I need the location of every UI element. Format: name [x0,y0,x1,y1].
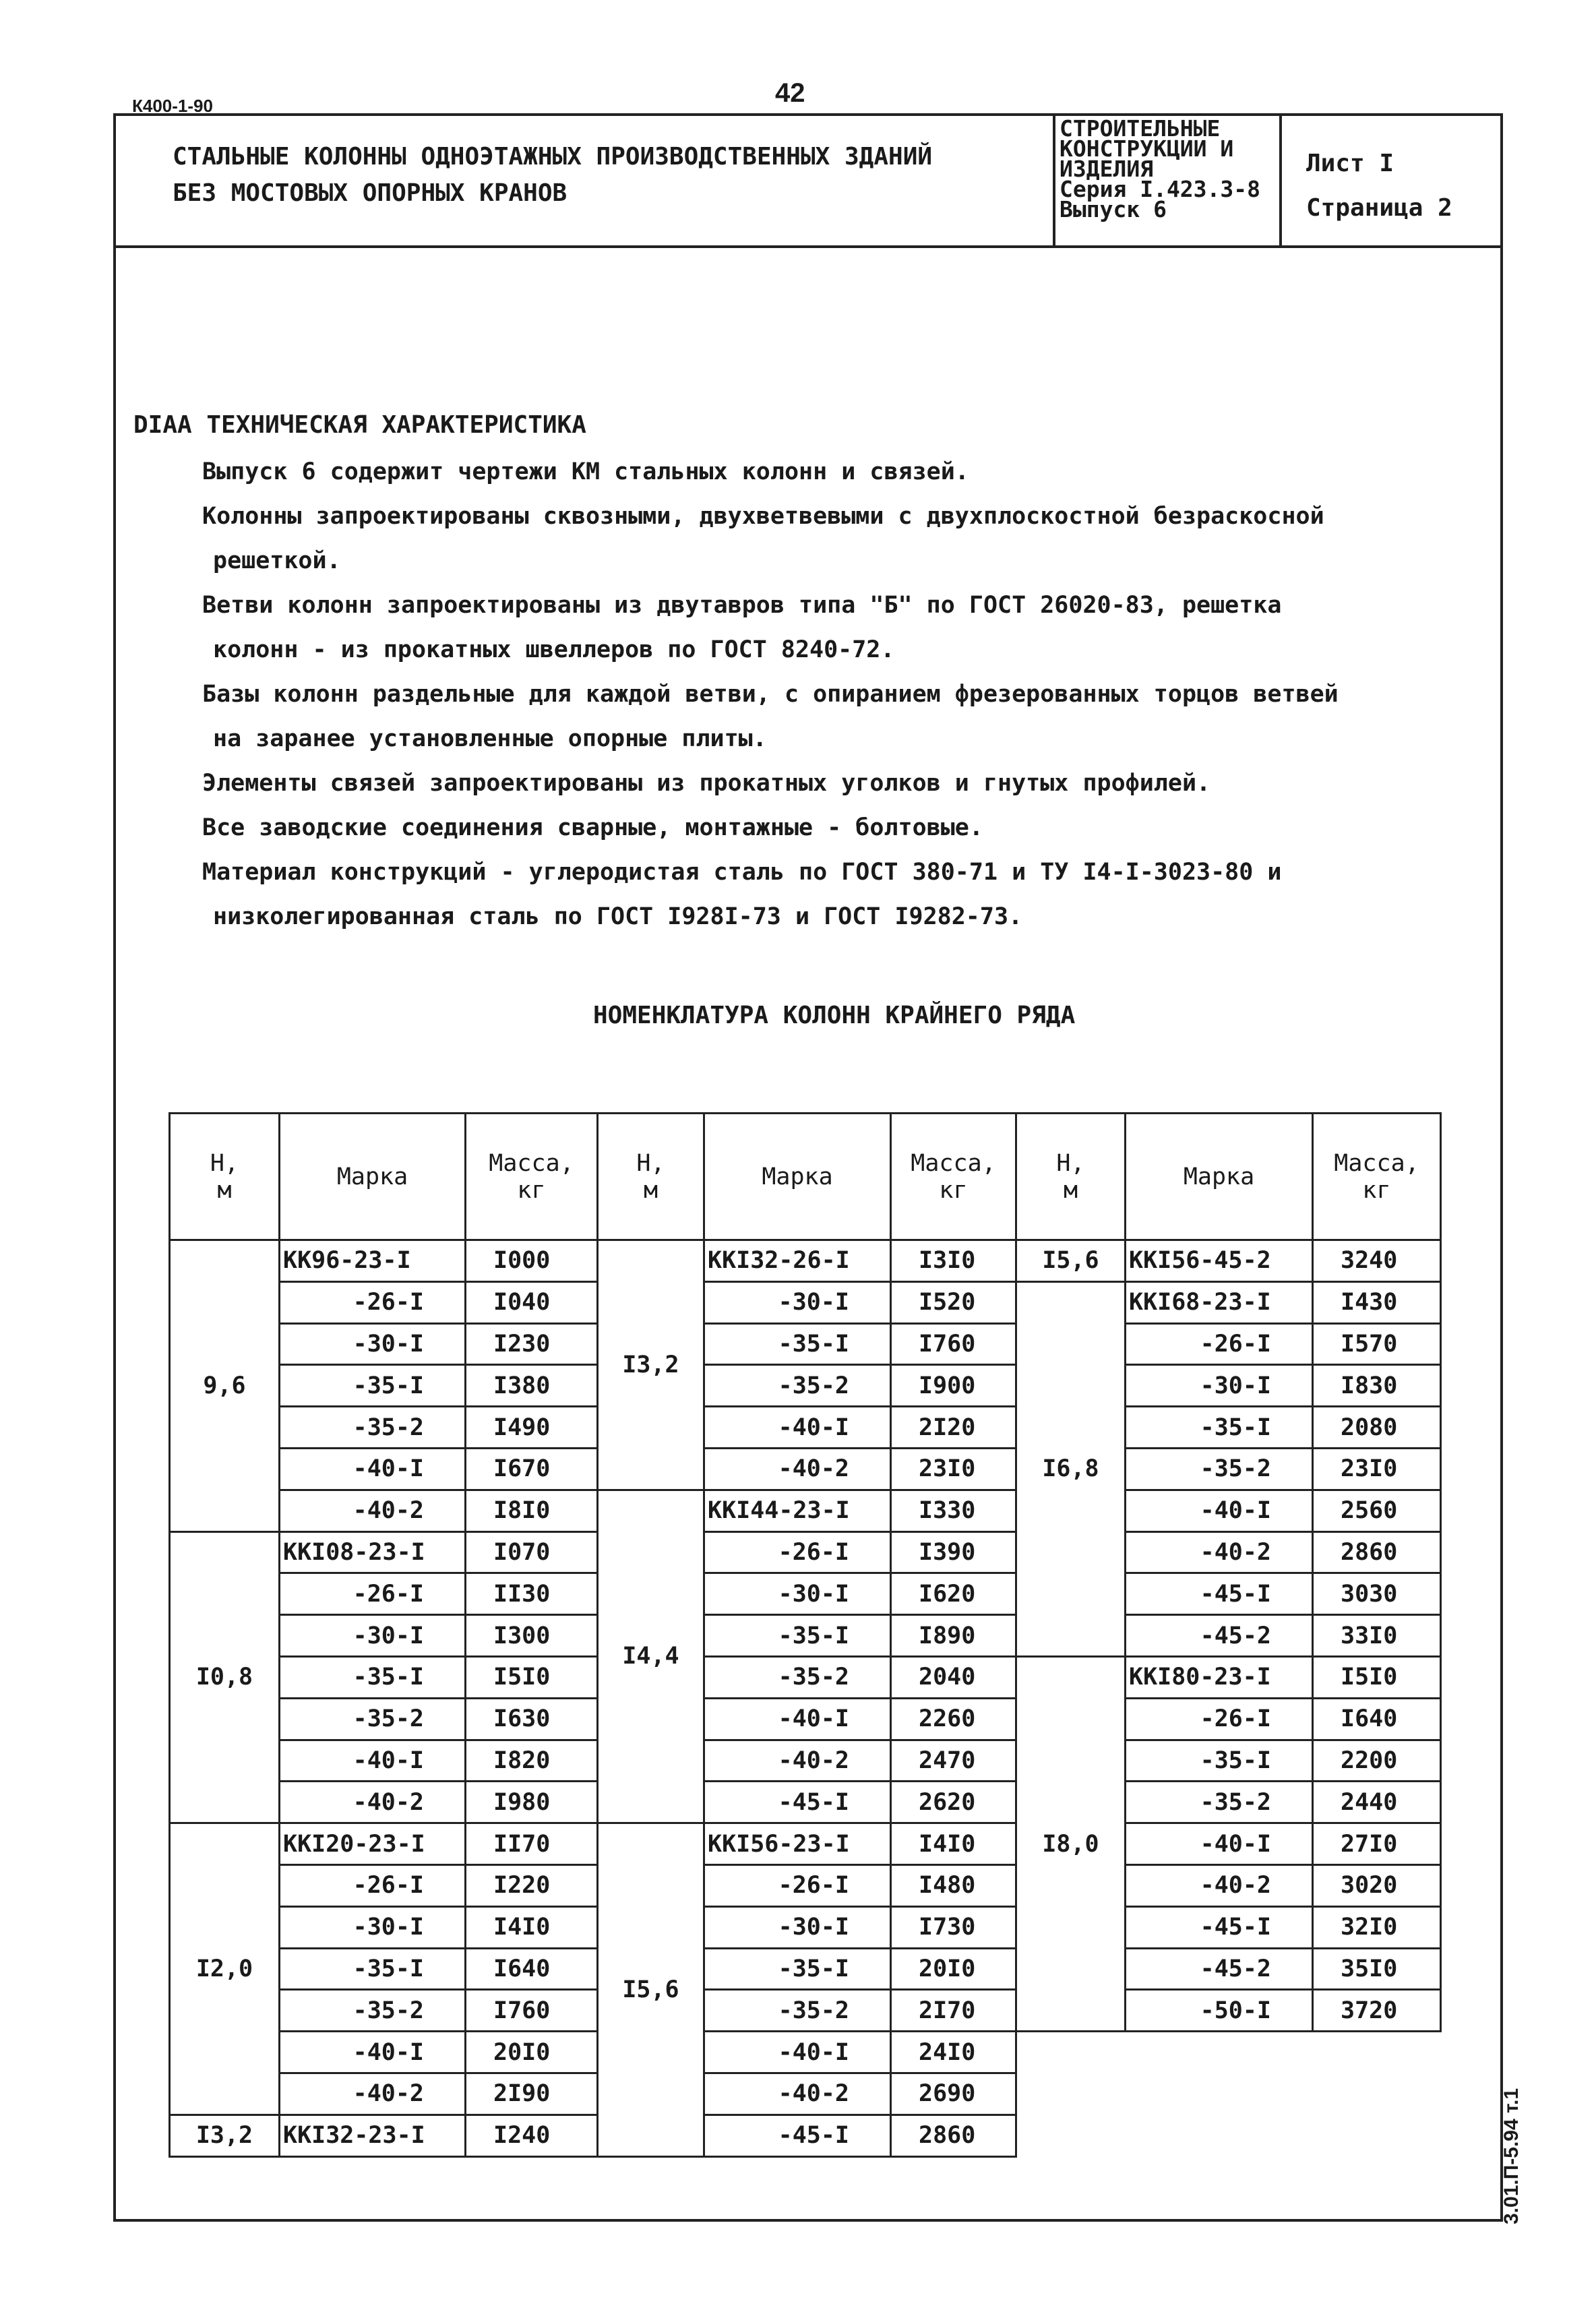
sheet-page: Страница 2 [1306,194,1452,222]
mark-cell: -30-I [280,1323,466,1365]
mass-cell: I330 [891,1490,1016,1531]
mark-cell: -40-I [280,1448,466,1490]
mass-cell: I830 [1313,1365,1441,1407]
mass-cell: I390 [891,1531,1016,1573]
paragraph: решеткой. [213,547,341,574]
mass-cell: 33I0 [1313,1615,1441,1657]
mark-cell: -40-2 [704,2073,891,2115]
table-caption: НОМЕНКЛАТУРА КОЛОНН КРАЙНЕГО РЯДА [593,1002,1076,1029]
mass-cell: I4I0 [891,1823,1016,1865]
document-code: К400-1-90 [132,96,213,116]
mass-cell: 3020 [1313,1864,1441,1906]
mark-cell: -26-I [704,1531,891,1573]
height-cell: I0,8 [170,1531,280,1823]
mark-cell: -35-2 [704,1656,891,1698]
height-cell: I2,0 [170,1823,280,2115]
mass-cell: 3720 [1313,1990,1441,2032]
mark-cell: -40-2 [1126,1864,1313,1906]
mark-cell: -30-I [1126,1365,1313,1407]
mass-cell: I430 [1313,1281,1441,1323]
height-cell: I4,4 [598,1490,704,1823]
title-block-divider [1053,113,1055,248]
paragraph: Выпуск 6 содержит чертежи КМ стальных колонн и связей. [202,458,969,485]
mass-cell: 2470 [891,1740,1016,1782]
mark-cell: ККI08-23-I [280,1531,466,1573]
mark-cell: -26-I [1126,1323,1313,1365]
mark-cell: -35-I [280,1656,466,1698]
mark-cell: ККI56-23-I [704,1823,891,1865]
mark-cell: ККI80-23-I [1126,1656,1313,1698]
height-cell: 9,6 [170,1240,280,1532]
paragraph: на заранее установленные опорные плиты. [213,725,767,752]
columns-nomenclature-table [168,1112,1442,2198]
sheet-number: Лист I [1306,150,1394,177]
mass-cell: I480 [891,1864,1016,1906]
table-row [170,1490,1441,1531]
mass-cell: I5I0 [466,1656,598,1698]
mass-cell: I520 [891,1281,1016,1323]
header-mark: Марка [704,1114,891,1240]
mass-cell: 2860 [891,2115,1016,2156]
mass-cell: I040 [466,1281,598,1323]
mark-cell: -30-I [280,1906,466,1948]
paragraph: Ветви колонн запроектированы из двутавров типа "Б" по ГОСТ 26020-83, решетка [202,592,1282,619]
mark-cell: -26-I [280,1573,466,1615]
header-mark: Марка [280,1114,466,1240]
mark-cell: -35-I [704,1948,891,1990]
mark-cell: -35-2 [704,1365,891,1407]
mass-cell: I240 [466,2115,598,2156]
mass-cell: I8I0 [466,1490,598,1531]
mass-cell: 2690 [891,2073,1016,2115]
mass-cell: II30 [466,1573,598,1615]
table-row [170,1990,1441,2032]
mark-cell: ККI44-23-I [704,1490,891,1531]
mass-cell: I000 [466,1240,598,1282]
mass-cell: 2080 [1313,1407,1441,1449]
mark-cell: -35-2 [280,1698,466,1740]
mark-cell: -35-I [704,1323,891,1365]
header-mass: Масса, кг [1313,1114,1441,1240]
paragraph: Все заводские соединения сварные, монтажные - болтовые. [202,814,983,841]
mark-cell: -30-I [704,1906,891,1948]
mass-cell: II70 [466,1823,598,1865]
page-number: 42 [775,78,805,108]
mass-cell: 2200 [1313,1740,1441,1782]
mark-cell: -35-I [704,1615,891,1657]
empty-cell [170,2156,598,2198]
table-row [170,1698,1441,1740]
mark-cell: -45-I [1126,1573,1313,1615]
table-row [170,1740,1441,1782]
mark-cell: ККI56-45-2 [1126,1240,1313,1282]
mass-cell: I300 [466,1615,598,1657]
mark-cell: -45-I [704,2115,891,2156]
header-height: Н, м [598,1114,704,1240]
mark-cell: -45-2 [1126,1948,1313,1990]
empty-cell [598,2156,1016,2198]
mark-cell: -35-2 [704,1990,891,2032]
mass-cell: I640 [1313,1698,1441,1740]
mass-cell: I980 [466,1782,598,1823]
mark-cell: -40-I [704,1698,891,1740]
mass-cell: I380 [466,1365,598,1407]
mark-cell: -45-I [704,1782,891,1823]
mark-cell: -35-I [280,1948,466,1990]
table-row [170,1281,1441,1323]
mass-cell: 2620 [891,1782,1016,1823]
mass-cell: I730 [891,1906,1016,1948]
mass-cell: I230 [466,1323,598,1365]
mark-cell: -35-I [1126,1407,1313,1449]
mass-cell: 23I0 [1313,1448,1441,1490]
mass-cell: 2560 [1313,1490,1441,1531]
header-mark: Марка [1126,1114,1313,1240]
paragraph: Элементы связей запроектированы из прокатных уголков и гнутых профилей. [202,770,1211,797]
mark-cell: -40-I [280,1740,466,1782]
mass-cell: 27I0 [1313,1823,1441,1865]
mass-cell: I070 [466,1531,598,1573]
mark-cell: ККI32-26-I [704,1240,891,1282]
empty-cell [1016,2032,1441,2198]
height-cell: I5,6 [598,1823,704,2156]
table-row [170,1365,1441,1407]
mass-cell: I890 [891,1615,1016,1657]
mass-cell: I5I0 [1313,1656,1441,1698]
table-row [170,1782,1441,1823]
paragraph: низколегированная сталь по ГОСТ I928I-73 и ГОСТ I9282-73. [213,903,1023,930]
mark-cell: -40-2 [704,1448,891,1490]
mass-cell: I620 [891,1573,1016,1615]
mark-cell: -40-I [1126,1823,1313,1865]
mark-cell: -40-I [280,2032,466,2073]
mark-cell: -40-I [704,1407,891,1449]
mark-cell: -40-2 [280,1490,466,1531]
mark-cell: ККI20-23-I [280,1823,466,1865]
mark-cell: -35-2 [1126,1782,1313,1823]
table-row [170,1948,1441,1990]
document-title: СТАЛЬНЫЕ КОЛОННЫ ОДНОЭТАЖНЫХ ПРОИЗВОДСТВЕННЫХ ЗДАНИЙ БЕЗ МОСТОВЫХ ОПОРНЫХ КРАНОВ [173,143,933,207]
table-row [170,1823,1441,1865]
title-block-divider [1279,113,1282,248]
mass-cell: 24I0 [891,2032,1016,2073]
mass-cell: I640 [466,1948,598,1990]
mark-cell: -35-I [1126,1740,1313,1782]
mass-cell: 2I70 [891,1990,1016,2032]
mass-cell: I490 [466,1407,598,1449]
mark-cell: -26-I [704,1864,891,1906]
table-row [170,1864,1441,1906]
table-row [170,1656,1441,1698]
table-row [170,1573,1441,1615]
table-row [170,1448,1441,1490]
mark-cell: КК96-23-I [280,1240,466,1282]
mark-cell: -50-I [1126,1990,1313,2032]
series-block: СТРОИТЕЛЬНЫЕ КОНСТРУКЦИИ И ИЗДЕЛИЯ Серия I.423.3-8 Выпуск 6 [1060,115,1261,222]
table-header-row [170,1114,1441,1240]
mass-cell: 2860 [1313,1531,1441,1573]
mass-cell: 35I0 [1313,1948,1441,1990]
mark-cell: -35-I [280,1365,466,1407]
header-mass: Масса, кг [891,1114,1016,1240]
mark-cell: -30-I [704,1281,891,1323]
mass-cell: 20I0 [466,2032,598,2073]
mark-cell: -40-2 [280,1782,466,1823]
side-stamp: 3.01.П-5.94 т.1 [1500,2088,1523,2224]
paragraph: колонн - из прокатных швеллеров по ГОСТ 8240-72. [213,636,895,663]
mark-cell: -30-I [704,1573,891,1615]
table-row [170,1240,1441,1282]
table-row [170,1323,1441,1365]
mass-cell: 32I0 [1313,1906,1441,1948]
mark-cell: -40-I [1126,1490,1313,1531]
mark-cell: -40-2 [704,1740,891,1782]
mass-cell: I820 [466,1740,598,1782]
height-cell: I8,0 [1016,1656,1126,2031]
mass-cell: 3030 [1313,1573,1441,1615]
table-row [170,1906,1441,1948]
mass-cell: 2040 [891,1656,1016,1698]
mass-cell: I570 [1313,1323,1441,1365]
mark-cell: -35-2 [280,1990,466,2032]
paragraph: Колонны запроектированы сквозными, двухветвевыми с двухплоскостной безраскосной [202,503,1324,530]
table-row [170,1531,1441,1573]
height-cell: I5,6 [1016,1240,1126,1282]
mark-cell: -40-I [704,2032,891,2073]
mark-cell: -35-2 [280,1407,466,1449]
table-row [170,2032,1441,2073]
mark-cell: -26-I [1126,1698,1313,1740]
mass-cell: 2I20 [891,1407,1016,1449]
mass-cell: I760 [891,1323,1016,1365]
mass-cell: 3240 [1313,1240,1441,1282]
mark-cell: ККI68-23-I [1126,1281,1313,1323]
mass-cell: I760 [466,1990,598,2032]
mark-cell: -40-2 [1126,1531,1313,1573]
mark-cell: -26-I [280,1864,466,1906]
header-mass: Масса, кг [466,1114,598,1240]
mass-cell: I4I0 [466,1906,598,1948]
height-cell: I3,2 [170,2115,280,2156]
paragraph: Материал конструкций - углеродистая сталь по ГОСТ 380-71 и ТУ I4-I-3023-80 и [202,859,1282,886]
mass-cell: 2260 [891,1698,1016,1740]
mark-cell: -35-2 [1126,1448,1313,1490]
mass-cell: I3I0 [891,1240,1016,1282]
mass-cell: I220 [466,1864,598,1906]
table-row [170,1615,1441,1657]
section-title: DIAA ТЕХНИЧЕСКАЯ ХАРАКТЕРИСТИКА [133,411,586,439]
mass-cell: 20I0 [891,1948,1016,1990]
mark-cell: -45-2 [1126,1615,1313,1657]
paragraph: Базы колонн раздельные для каждой ветви, с опиранием фрезерованных торцов ветвей [202,681,1339,708]
mass-cell: 2440 [1313,1782,1441,1823]
mark-cell: -45-I [1126,1906,1313,1948]
mark-cell: -30-I [280,1615,466,1657]
height-cell: I6,8 [1016,1281,1126,1656]
mark-cell: -40-2 [280,2073,466,2115]
header-height: Н, м [1016,1114,1126,1240]
mark-cell: ККI32-23-I [280,2115,466,2156]
mass-cell: 2I90 [466,2073,598,2115]
mass-cell: I900 [891,1365,1016,1407]
mass-cell: 23I0 [891,1448,1016,1490]
mark-cell: -26-I [280,1281,466,1323]
mass-cell: I630 [466,1698,598,1740]
mass-cell: I670 [466,1448,598,1490]
header-height: Н, м [170,1114,280,1240]
height-cell: I3,2 [598,1240,704,1490]
table-row [170,1407,1441,1449]
